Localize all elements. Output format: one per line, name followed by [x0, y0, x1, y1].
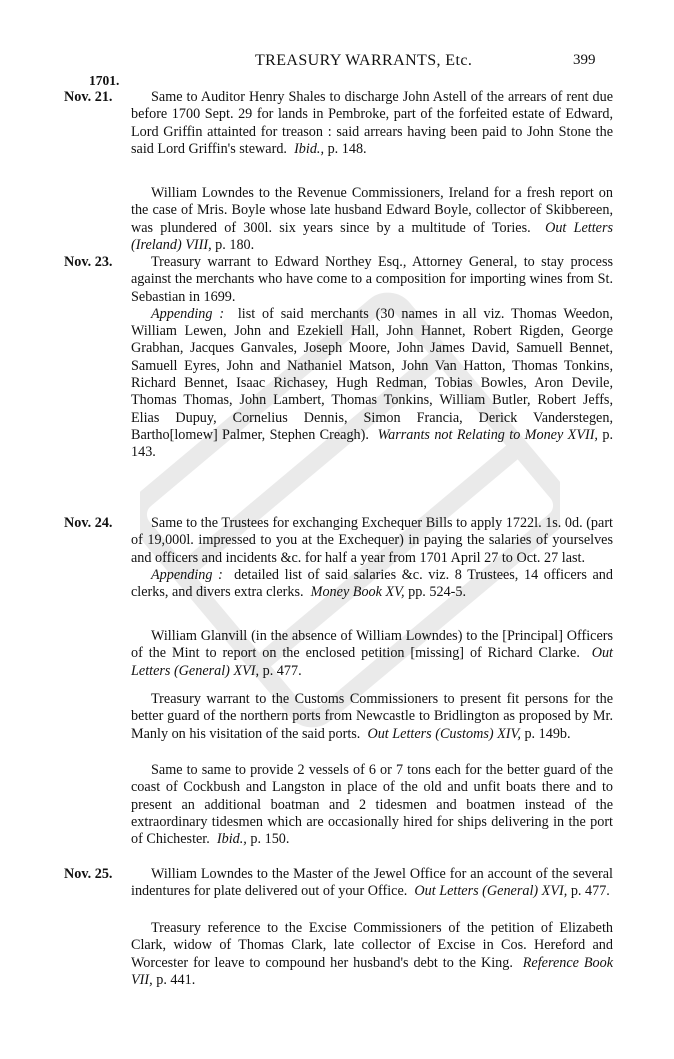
entry-8: [131, 866, 613, 901]
entry-9-ref: Reference Book VII,: [131, 954, 613, 988]
entry-2: [131, 185, 613, 254]
entry-5-text: William Glanvill (in the absence of William Lowndes) to the [Principal] Officers of the Mint to report on the enclosed petition [missing] of Richard Clarke.: [131, 628, 613, 662]
entry-6-ref-tail: p. 149b.: [524, 725, 571, 742]
entry-7-text: Same to same to provide 2 vessels of 6 or 7 tons each for the better guard of the coast of Cockbush and Langston in place of the old and unfit boats there and to present an additional boatman and 2 tidesmen and boatmen instead of the extraordinary tidesmen which are occasionally hired for ships delivering in the port of Chichester.: [131, 762, 613, 848]
entry-5-ref-tail: p. 477.: [262, 662, 302, 679]
entry-4-ref-tail: pp. 524-5.: [408, 584, 467, 601]
entry-4-sub-text: detailed list of said salaries &c. viz. 8 Trustees, 14 officers and clerks, and divers extra clerks.: [131, 566, 613, 601]
entry-4-sub-label: Appending :: [151, 566, 223, 583]
entry-4: [131, 515, 613, 601]
year-label: 1701.: [89, 73, 120, 88]
entry-1: [131, 89, 613, 158]
entry-2-text: William Lowndes to the Revenue Commissioners, Ireland for a fresh report on the case of Mris. Boyle whose late husband Edward Boyle, collector of Skibbereen, was plundered of 300l. six years since by a multitude of Tories.: [131, 185, 613, 236]
entry-5: [131, 628, 613, 680]
entry-4-text: Same to the Trustees for exchanging Exchequer Bills to apply 1722l. 1s. 0d. (part of 19,000l. impressed to you at the Exchequer) in paying the salaries of yourselves and officers and incidents &c. for half a year from 1701 April 27 to Oct. 27 last.: [131, 515, 613, 566]
entry-2-ref: Out Letters (Ireland) VIII,: [131, 219, 614, 253]
entry-1-ref-tail: p. 148.: [327, 140, 367, 157]
date-nov-23: Nov. 23.: [64, 254, 113, 270]
entry-8-ref: Out Letters (General) XVI,: [414, 883, 568, 900]
entry-3-sub-label: Appending :: [151, 305, 225, 322]
page-number: 399: [573, 52, 596, 68]
entry-3-text: Treasury warrant to Edward Northey Esq., Attorney General, to stay process against the merchants who have come to a composition for importing wines from St. Sebastian in 1699.: [131, 254, 613, 305]
entry-7: [131, 762, 613, 848]
date-nov-24: Nov. 24.: [64, 515, 113, 531]
entry-6: [131, 691, 613, 743]
header-title: TREASURY WARRANTS, Etc.: [255, 52, 473, 69]
date-nov-25: Nov. 25.: [64, 866, 113, 882]
entry-3-ref-tail: p. 143.: [131, 426, 613, 461]
entry-9-text: Treasury reference to the Excise Commissioners of the petition of Elizabeth Clark, widow of Thomas Clark, late collector of Excise in Cos. Hereford and Worcester for leave to compound her husband's debt to the King.: [131, 920, 613, 971]
entry-3-ref: Warrants not Relating to Money XVII,: [377, 426, 598, 443]
running-header: [0, 52, 674, 74]
entry-6-ref: Out Letters (Customs) XIV,: [367, 725, 521, 742]
entry-9-ref-tail: p. 441.: [156, 971, 196, 988]
entry-4-ref: Money Book XV,: [310, 584, 405, 601]
entry-2-ref-tail: p. 180.: [215, 236, 255, 253]
entry-8-text: William Lowndes to the Master of the Jewel Office for an account of the several indentures for plate delivered out of your Office.: [131, 866, 613, 900]
entry-9: [131, 920, 613, 989]
date-nov-21: Nov. 21.: [64, 89, 113, 105]
entry-1-text: Same to Auditor Henry Shales to discharge John Astell of the arrears of rent due before 1700 Sept. 29 for lands in Pembroke, part of the forfeited estate of Edward, Lord Griffin attainted for treason : said arrears having been paid to John Stone the said Lord Griffin's steward.: [131, 89, 613, 157]
entry-7-ref: Ibid.,: [216, 831, 247, 848]
entry-3: [131, 254, 613, 462]
entry-6-text: Treasury warrant to the Customs Commissioners to present fit persons for the better guard of the northern ports from Newcastle to Bridlington as proposed by Mr. Manly on his visitation of the said ports.: [131, 691, 613, 742]
entry-3-sub-text: list of said merchants (30 names in all viz. Thomas Weedon, William Lewen, John and Ezekiell Hall, John Hannet, Robert Rigden, George Grabhan, Jacques Ganvales, Joseph Moore, John James David, Samuell Bennet, Samuell Eyres, John and Nathaniel Matson, John Van Hatton, Thomas Tonkins, Richard Bennet, Isaac Richasey, Hugh Redman, Tobias Bowles, Aron Devile, Thomas Thomas, John Lambert, Thomas Tonkins, William Butler, Robert Jeffs, Elias Dupuy, Cornelius Dennis, Simon Francia, Derick Vanderstegen, Bartho[lomew] Palmer, Stephen Creagh).: [131, 305, 613, 443]
entry-7-ref-tail: p. 150.: [250, 831, 290, 848]
entry-5-ref: Out Letters (General) XVI,: [131, 645, 613, 679]
entry-8-ref-tail: p. 477.: [570, 883, 610, 900]
entry-1-ref: Ibid.,: [294, 140, 325, 157]
